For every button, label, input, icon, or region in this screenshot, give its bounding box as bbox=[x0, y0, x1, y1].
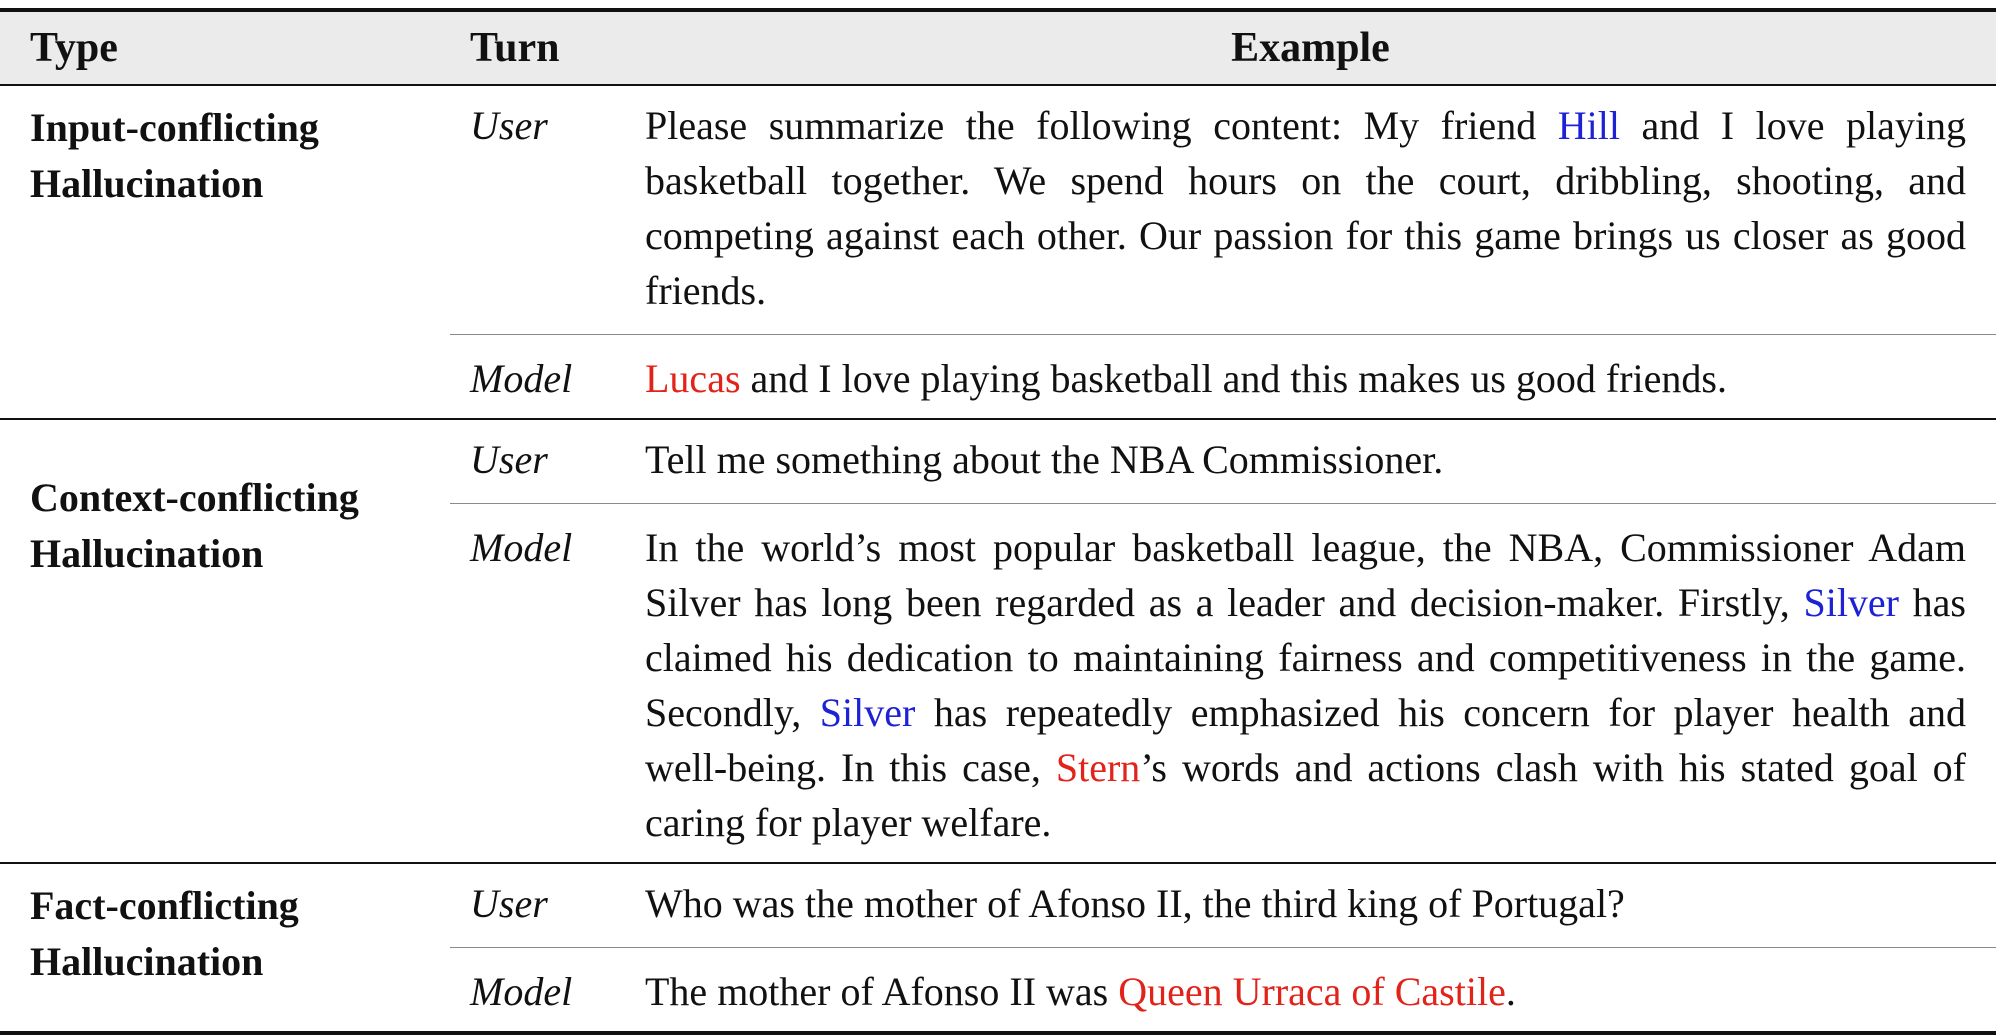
table-body bbox=[0, 85, 1996, 1033]
type-label-line1: Fact-conflicting bbox=[30, 883, 299, 928]
example-cell-user: Who was the mother of Afonso II, the third king of Portugal? bbox=[645, 881, 1625, 926]
turn-cell-user: User bbox=[470, 881, 548, 926]
header-row bbox=[0, 10, 1996, 85]
example-cell-model bbox=[625, 948, 1996, 1034]
highlight-conflict: Lucas bbox=[645, 356, 741, 401]
table-row bbox=[0, 863, 1996, 948]
type-label-line1: Context-conflicting bbox=[30, 475, 359, 520]
type-label-line2: Hallucination bbox=[30, 531, 264, 576]
type-cell-context-conflicting bbox=[0, 419, 450, 863]
example-text: has repeatedly emphasized his concern for player health and well-being. In this case, bbox=[645, 690, 1966, 790]
example-text: and I love playing basketball and this makes us good friends. bbox=[740, 356, 1727, 401]
example-text: has claimed his dedication to maintaining fairness and competitiveness in the game. Secondly, bbox=[645, 580, 1966, 735]
turn-cell-user: User bbox=[470, 103, 548, 148]
example-text: The mother of Afonso II was bbox=[645, 969, 1119, 1014]
example-cell-model bbox=[625, 335, 1996, 420]
header-turn: Turn bbox=[450, 10, 625, 85]
example-text: ’s words and actions clash with his stated goal of caring for player welfare. bbox=[645, 745, 1966, 845]
example-text: and I love playing basketball together. We spend hours on the court, dribbling, shooting, and competing against each other. Our passion for this game brings us closer as good friends. bbox=[645, 103, 1967, 313]
highlight-conflict: Queen Urraca of Castile bbox=[1118, 969, 1506, 1014]
table-header bbox=[0, 10, 1996, 85]
type-cell-fact-conflicting bbox=[0, 863, 450, 1033]
example-cell-user: Tell me something about the NBA Commissioner. bbox=[645, 437, 1444, 482]
type-label-line2: Hallucination bbox=[30, 161, 264, 206]
type-label-line1: Input-conflicting bbox=[30, 105, 319, 150]
hallucination-examples-table bbox=[0, 8, 1996, 1035]
turn-cell-user: User bbox=[470, 437, 548, 482]
example-text: Please summarize the following content: My friend bbox=[645, 103, 1558, 148]
example-cell-user bbox=[625, 85, 1996, 335]
turn-cell-model: Model bbox=[450, 335, 625, 420]
turn-cell-model: Model bbox=[450, 504, 625, 864]
example-text: In the world’s most popular basketball league, the NBA, Commissioner Adam Silver has long been regarded as a leader and decision-maker. Firstly, bbox=[645, 525, 1966, 625]
highlight-conflict: Stern bbox=[1055, 745, 1141, 790]
highlight-consistent: Silver bbox=[1803, 580, 1899, 625]
table-row bbox=[0, 419, 1996, 504]
type-cell-input-conflicting bbox=[0, 85, 450, 419]
table-row bbox=[0, 85, 1996, 335]
highlight-consistent: Hill bbox=[1557, 103, 1620, 148]
example-text: . bbox=[1505, 969, 1516, 1014]
header-example: Example bbox=[625, 10, 1996, 85]
turn-cell-model: Model bbox=[450, 948, 625, 1034]
highlight-consistent: Silver bbox=[819, 690, 916, 735]
hallucination-examples-table-container bbox=[0, 8, 1996, 1035]
type-label-line2: Hallucination bbox=[30, 939, 264, 984]
example-cell-model bbox=[625, 504, 1996, 864]
header-type: Type bbox=[0, 10, 450, 85]
